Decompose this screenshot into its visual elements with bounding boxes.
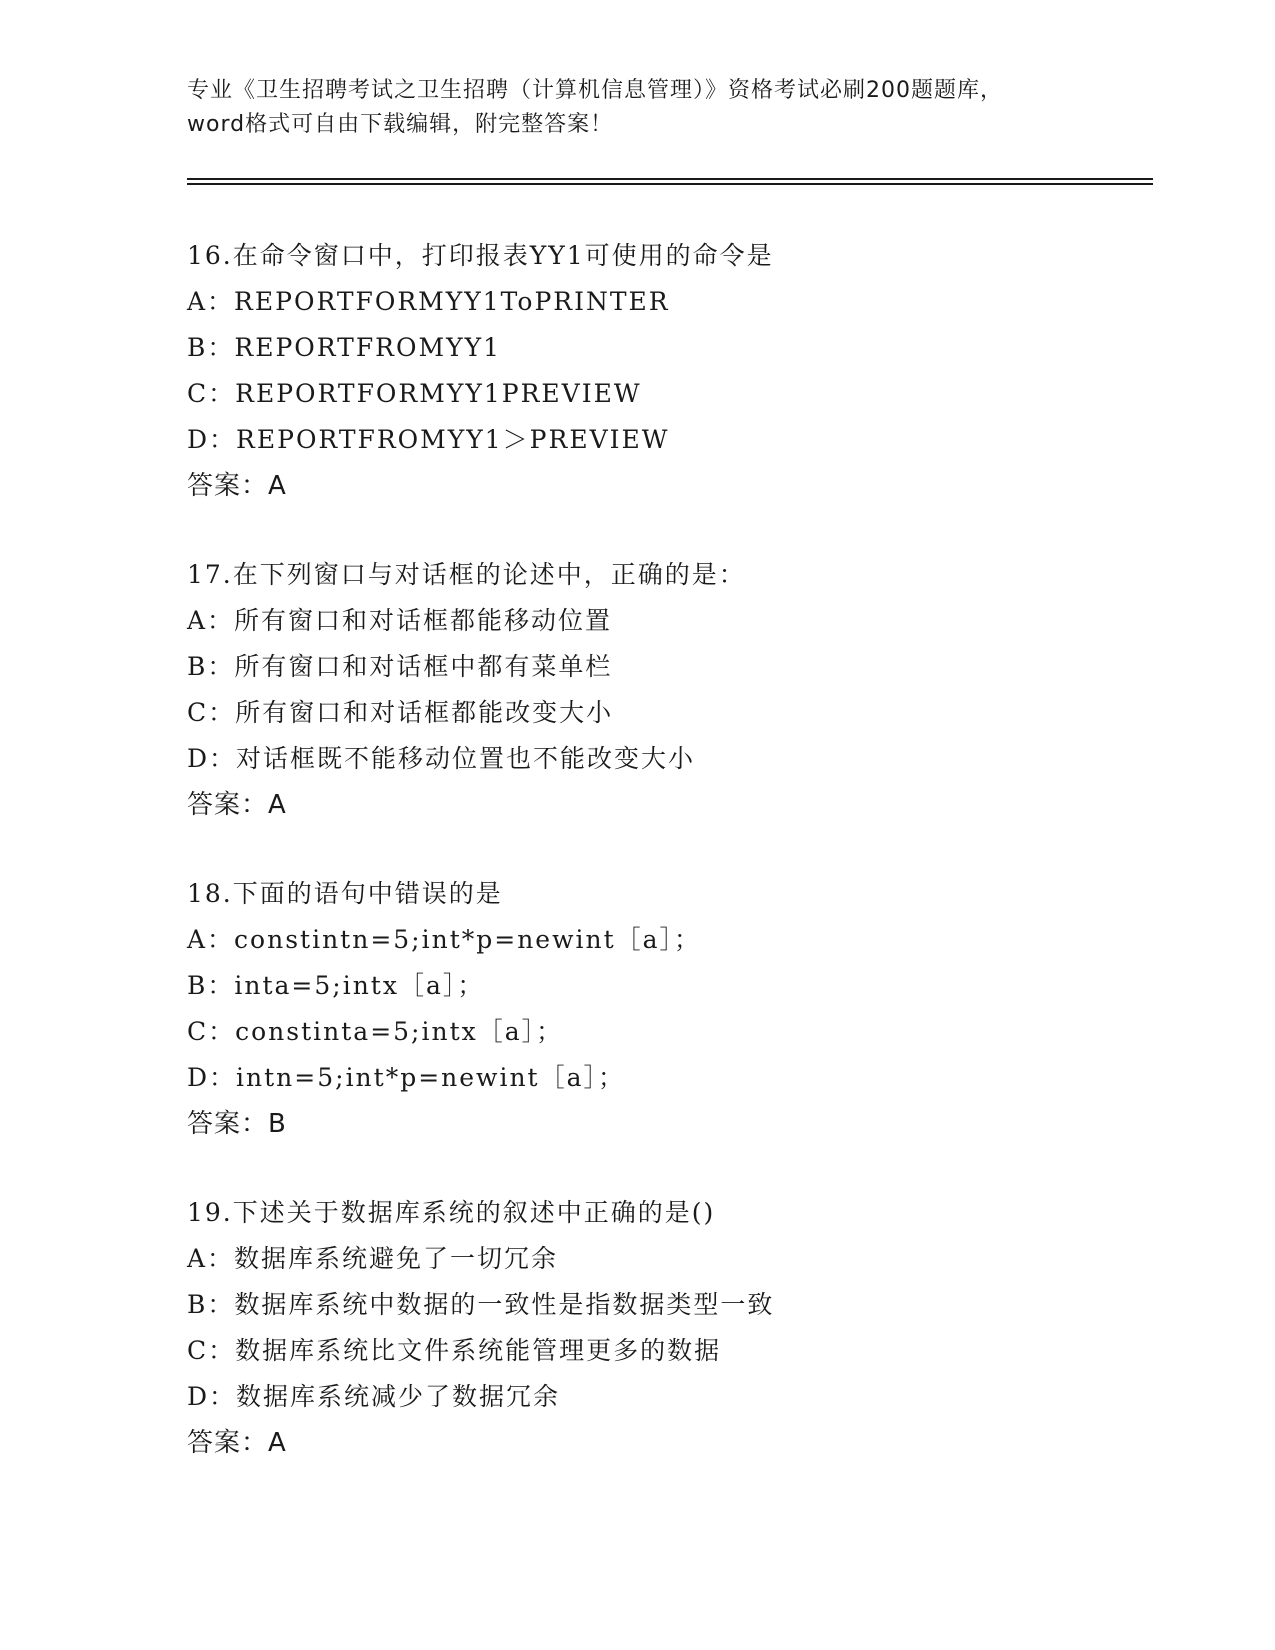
question-stem: 18.下面的语句中错误的是 [187,879,503,908]
question-16 [187,233,1147,509]
option-b: B：inta=5;intx［a］； [187,971,485,1000]
option-d: D：数据库系统减少了数据冗余 [187,1382,561,1411]
option-b: B：REPORTFROMYY1 [187,333,501,362]
question-18 [187,871,1147,1147]
question-17 [187,552,1147,828]
option-c: C：constinta=5;intx［a］； [187,1017,564,1046]
header-divider-top [187,178,1153,180]
answer-line: 答案：B [187,1109,287,1139]
option-d: D：intn=5;int*p=newint［a］； [187,1063,626,1092]
header-line-1: 专业《卫生招聘考试之卫生招聘（计算机信息管理）》资格考试必刷200题题库， [187,78,1003,103]
option-a: A：所有窗口和对话框都能移动位置 [187,606,613,635]
option-a: A：数据库系统避免了一切冗余 [187,1244,559,1273]
question-stem: 16.在命令窗口中，打印报表YY1可使用的命令是 [187,241,774,270]
option-d: D：REPORTFROMYY1＞PREVIEW [187,425,670,454]
option-c: C：REPORTFORMYY1PREVIEW [187,379,642,408]
document-header [187,74,1087,142]
answer-line: 答案：A [187,790,287,820]
option-b: B：所有窗口和对话框中都有菜单栏 [187,652,613,681]
question-stem: 17.在下列窗口与对话框的论述中，正确的是： [187,560,746,589]
option-c: C：所有窗口和对话框都能改变大小 [187,698,614,727]
option-b: B：数据库系统中数据的一致性是指数据类型一致 [187,1290,775,1319]
option-c: C：数据库系统比文件系统能管理更多的数据 [187,1336,722,1365]
question-19 [187,1190,1147,1466]
option-a: A：REPORTFORMYY1ToPRINTER [187,287,670,316]
option-a: A：constintn=5;int*p=newint［a］； [187,925,702,954]
answer-line: 答案：A [187,471,287,501]
header-divider-bottom [187,183,1153,185]
header-line-2: word格式可自由下载编辑，附完整答案！ [187,112,614,137]
option-d: D：对话框既不能移动位置也不能改变大小 [187,744,696,773]
answer-line: 答案：A [187,1428,287,1458]
question-stem: 19.下述关于数据库系统的叙述中正确的是() [187,1198,716,1227]
